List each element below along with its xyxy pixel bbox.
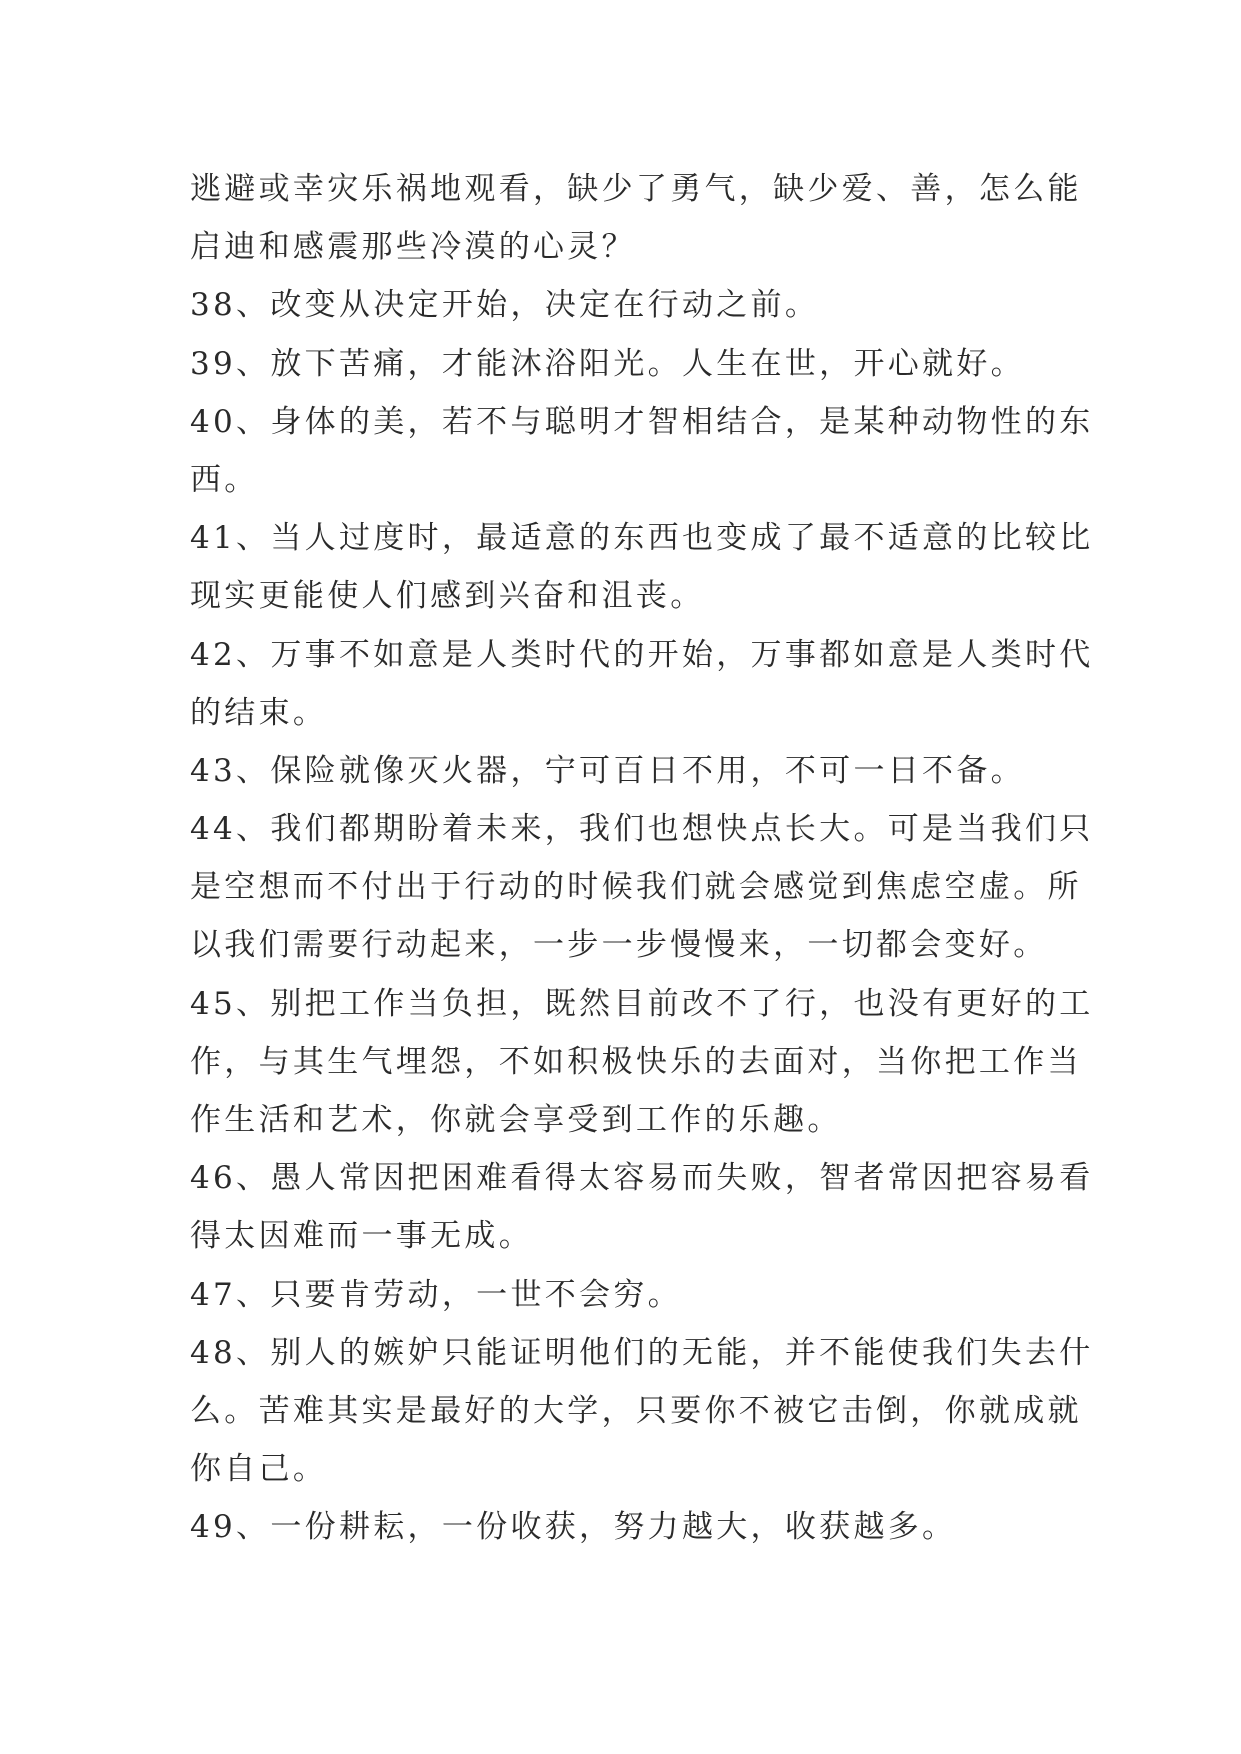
text-line: 西。	[190, 461, 259, 498]
text-line: 启迪和感震那些冷漠的心灵？	[190, 229, 636, 266]
text-line: 41、当人过度时，最适意的东西也变成了最不适意的比较比	[190, 520, 1094, 557]
text-line: 作生活和艺术，你就会享受到工作的乐趣。	[190, 1102, 842, 1138]
text-line: 么。苦难其实是最好的大学，只要你不被它击倒，你就成就	[190, 1392, 1082, 1429]
text-line: 逃避或幸灾乐祸地观看，缺少了勇气，缺少爱、善，怎么能	[190, 171, 1082, 207]
text-line: 44、我们都期盼着未来，我们也想快点长大。可是当我们只	[190, 811, 1094, 848]
text-line: 47、只要肯劳动，一世不会穷。	[190, 1276, 682, 1313]
text-line: 40、身体的美，若不与聪明才智相结合，是某种动物性的东	[190, 403, 1094, 440]
text-line: 42、万事不如意是人类时代的开始，万事都如意是人类时代	[190, 636, 1094, 673]
text-line: 你自己。	[190, 1451, 328, 1488]
text-line: 的结束。	[190, 694, 328, 731]
text-line: 得太因难而一事无成。	[190, 1218, 533, 1255]
document-body	[190, 160, 1094, 1557]
text-line: 是空想而不付出于行动的时候我们就会感觉到焦虑空虚。所	[190, 869, 1082, 906]
text-line: 作，与其生气埋怨，不如积极快乐的去面对，当你把工作当	[190, 1043, 1082, 1080]
text-line: 38、改变从决定开始，决定在行动之前。	[190, 287, 820, 324]
text-line: 49、一份耕耘，一份收获，努力越大，收获越多。	[190, 1509, 957, 1546]
text-line: 39、放下苦痛，才能沐浴阳光。人生在世，开心就好。	[190, 345, 1025, 382]
text-line: 48、别人的嫉妒只能证明他们的无能，并不能使我们失去什	[190, 1334, 1094, 1371]
text-line: 45、别把工作当负担，既然目前改不了行，也没有更好的工	[190, 985, 1094, 1022]
text-line: 现实更能使人们感到兴奋和沮丧。	[190, 578, 705, 615]
text-line: 46、愚人常因把困难看得太容易而失败，智者常因把容易看	[190, 1160, 1094, 1197]
text-line: 43、保险就像灭火器，宁可百日不用，不可一日不备。	[190, 752, 1025, 789]
text-line: 以我们需要行动起来，一步一步慢慢来，一切都会变好。	[190, 927, 1048, 964]
